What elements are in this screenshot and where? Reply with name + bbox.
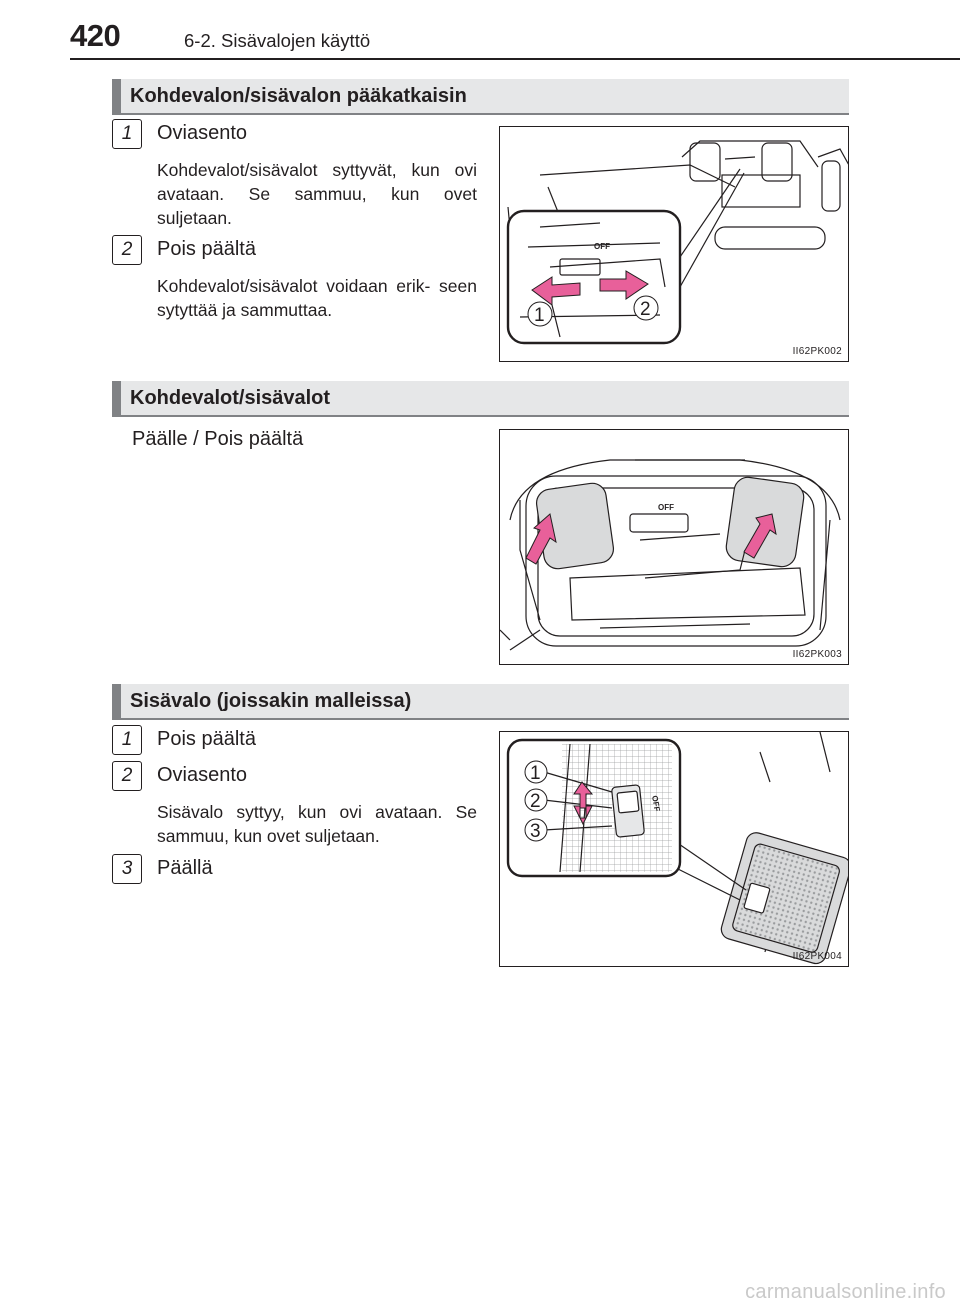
item-description: Kohdevalot/sisävalot voidaan erik- seen sytyttää ja sammuttaa. — [157, 276, 477, 320]
item-label-on: Päällä — [157, 857, 213, 879]
page-number: 420 — [70, 18, 121, 53]
item-label-off: Pois päältä — [157, 728, 256, 750]
header-divider — [70, 58, 960, 60]
callout-3: 3 — [530, 821, 541, 842]
switch-off-text: OFF — [594, 242, 610, 251]
switch-off-text: OFF — [650, 794, 662, 813]
item-number-badge: 3 — [112, 854, 142, 884]
item-number-badge: 1 — [112, 725, 142, 755]
switch-off-text: OFF — [658, 503, 674, 512]
section-heading-spot-lights — [112, 381, 849, 417]
figure-interior-light — [499, 731, 849, 967]
section-tab-marker — [112, 381, 121, 417]
section-title: Kohdevalot/sisävalot — [130, 387, 331, 409]
item-description: Kohdevalot/sisävalot syttyvät, kun ovi avataan. Se sammuu, kun ovet suljetaan. — [157, 160, 477, 228]
page-header — [0, 0, 960, 62]
section-title: Kohdevalon/sisävalon pääkatkaisin — [130, 85, 467, 107]
item-number-badge: 1 — [112, 119, 142, 149]
figure-code: II62PK003 — [792, 649, 842, 660]
item-label-off: Pois päältä — [157, 238, 256, 260]
section-tab-marker — [112, 684, 121, 720]
interior-light-illustration — [500, 732, 849, 967]
figure-code: II62PK004 — [792, 951, 842, 962]
footer-watermark: carmanualsonline.info — [745, 1281, 946, 1303]
callout-2: 2 — [640, 299, 651, 320]
figure-code: II62PK002 — [792, 346, 842, 357]
section-heading-main-switch — [112, 79, 849, 115]
section-heading-interior-light — [112, 684, 849, 720]
callout-1: 1 — [534, 305, 545, 326]
figure-main-switch — [499, 126, 849, 362]
chapter-title: 6-2. Sisävalojen käyttö — [184, 30, 371, 51]
on-off-label: Päälle / Pois päältä — [132, 428, 304, 450]
item-number-badge: 2 — [112, 235, 142, 265]
main-switch-illustration — [500, 127, 849, 362]
figure-spot-lights — [499, 429, 849, 665]
section-title: Sisävalo (joissakin malleissa) — [130, 690, 412, 712]
callout-2: 2 — [530, 791, 541, 812]
section-tab-marker — [112, 79, 121, 115]
item-number-badge: 2 — [112, 761, 142, 791]
callout-1: 1 — [530, 763, 541, 784]
item-label-door-position: Oviasento — [157, 764, 248, 786]
spot-lights-illustration — [500, 430, 849, 665]
item-label-door-position: Oviasento — [157, 122, 248, 144]
item-description: Sisävalo syttyy, kun ovi avataan. Se sammuu, kun ovet suljetaan. — [157, 802, 477, 846]
